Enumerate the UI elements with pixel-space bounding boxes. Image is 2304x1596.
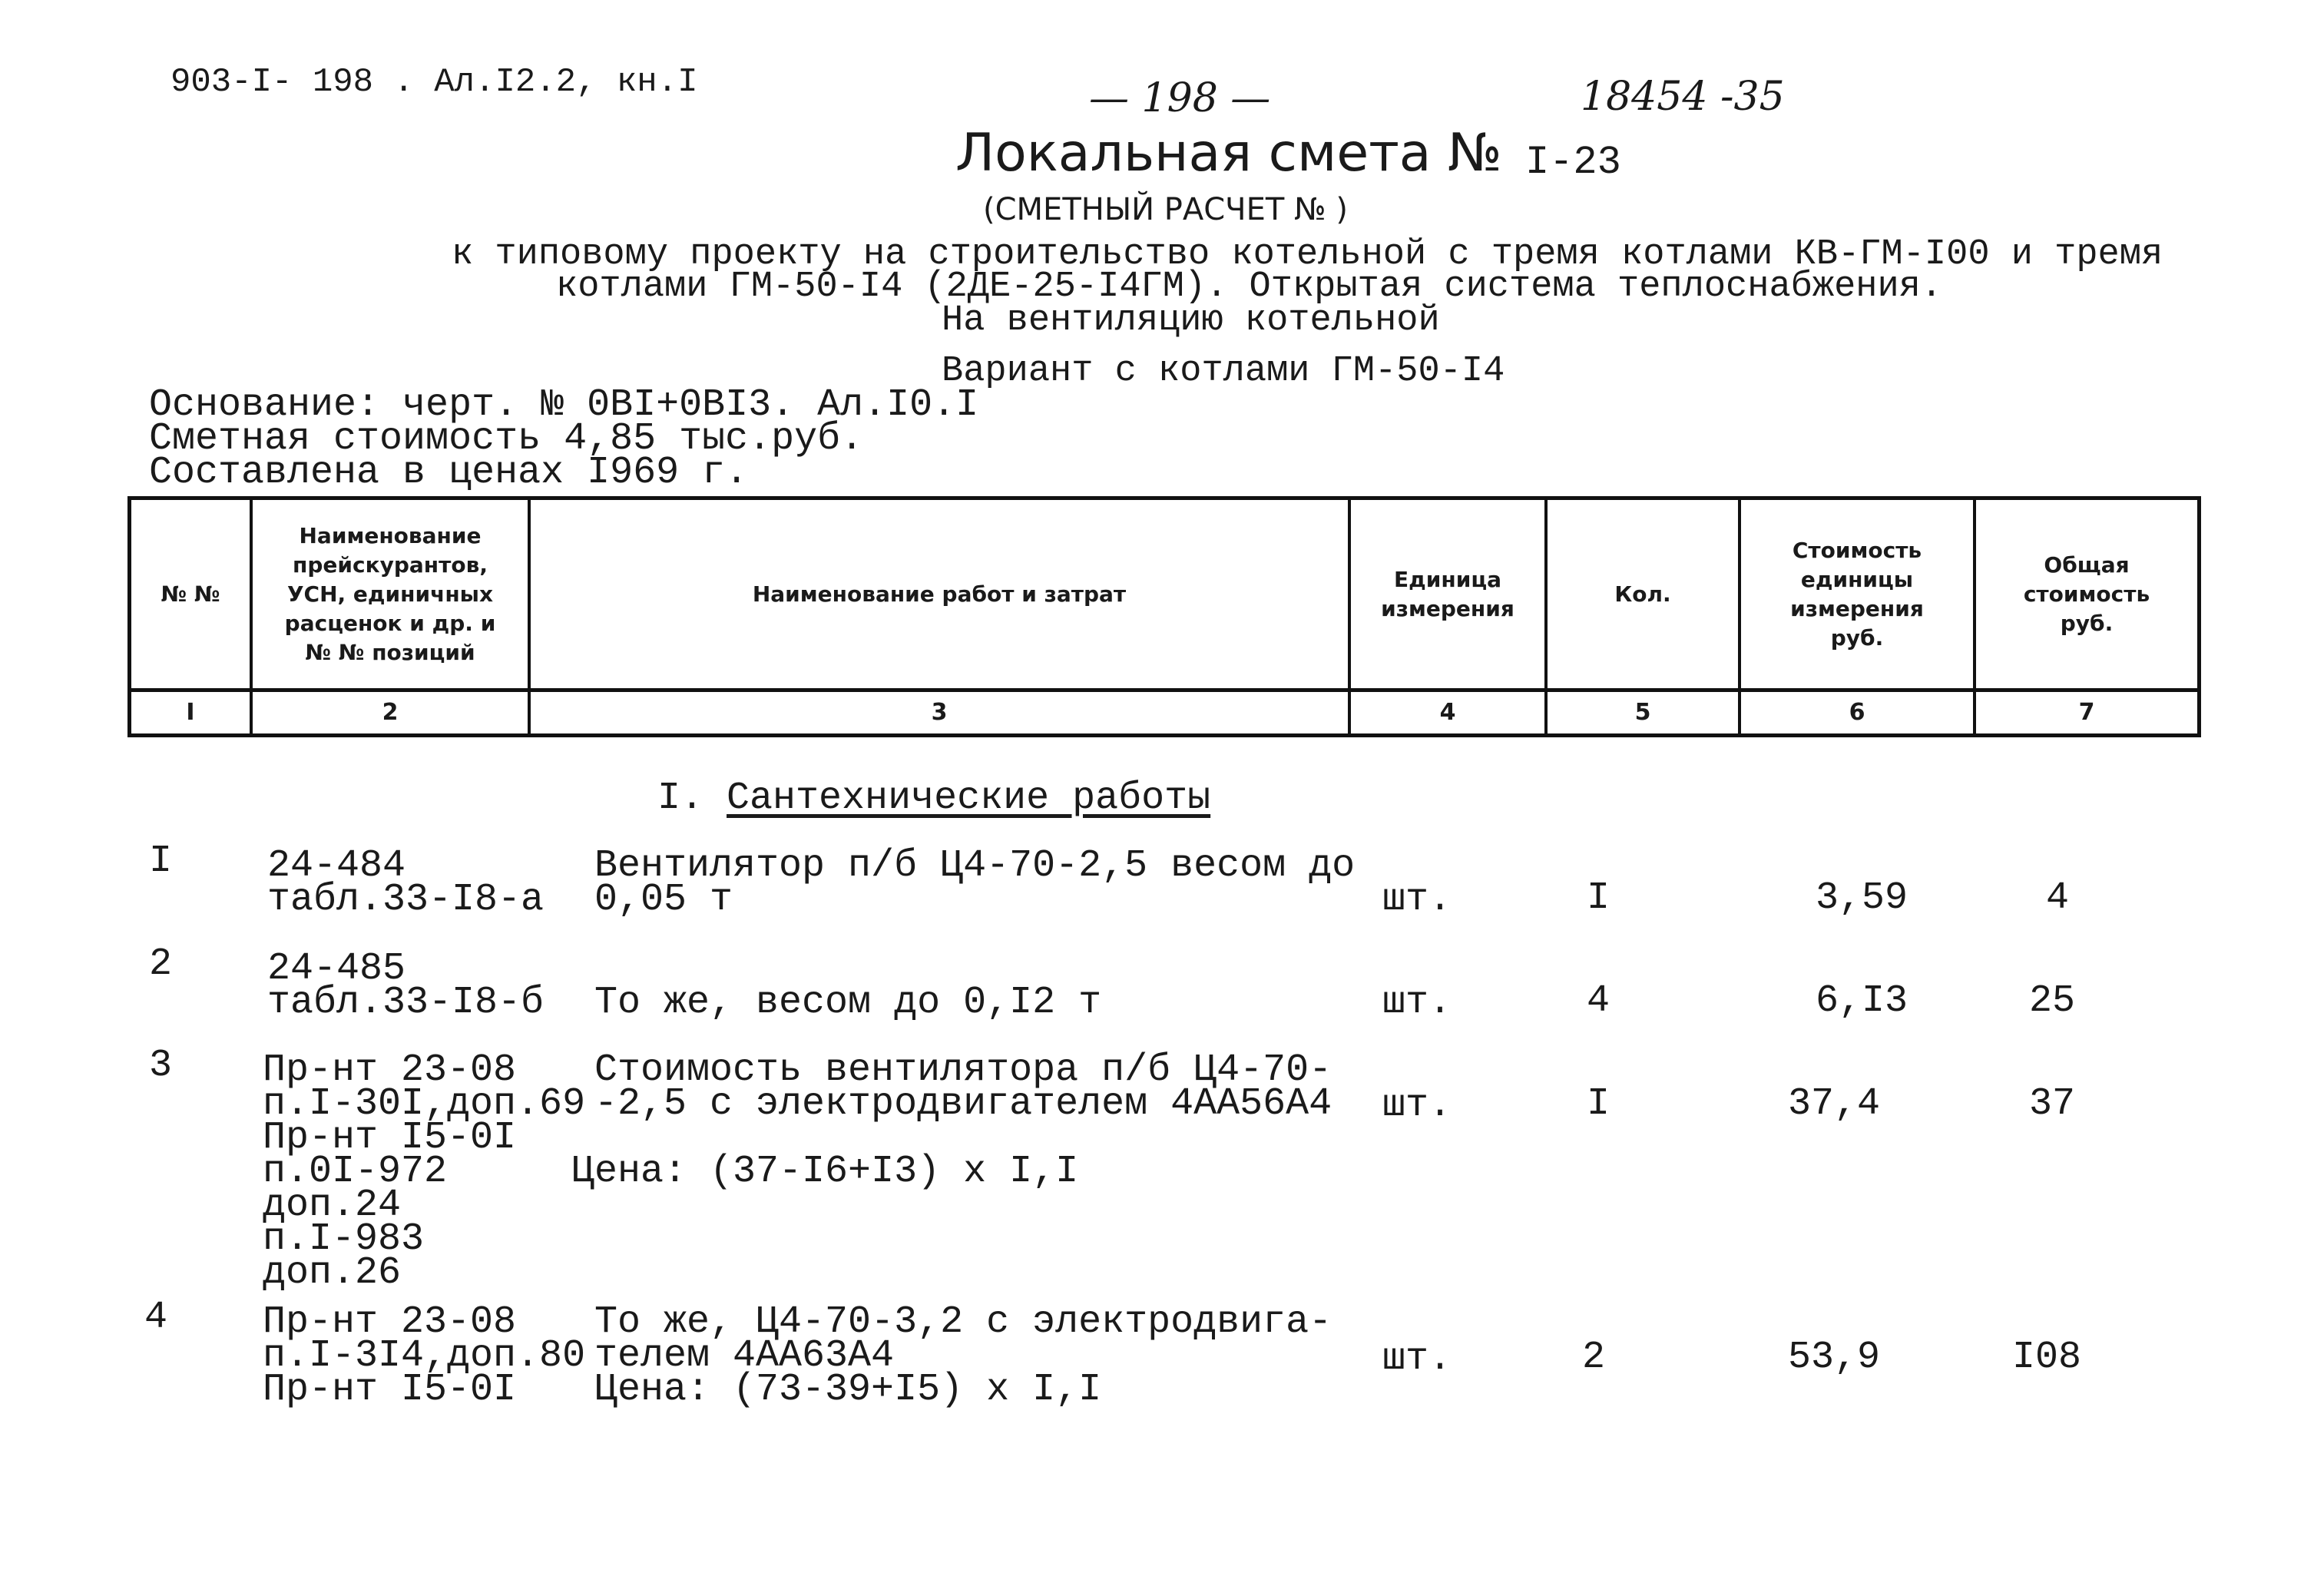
column-header-number: № № [131,500,253,688]
row-price-note: Цена: (73-39+I5) х I,I [594,1368,1102,1412]
row-total: 4 [2046,876,2070,920]
prices-year-line: Составлена в ценах I969 г. [149,451,749,495]
row-total: I08 [2012,1336,2082,1379]
row-total: 37 [2029,1082,2076,1126]
column-number-3: 3 [531,692,1351,733]
row-code-line: Пр-нт 23-08 [263,1300,517,1344]
row-unit: шт. [1382,981,1452,1025]
page-number: — 198 — [1089,75,1271,121]
estimate-table-header [127,496,2201,737]
row-code-line: 24-484 [267,844,406,888]
column-number-2: 2 [253,692,531,733]
row-description-line: То же, весом до 0,I2 т [594,981,1102,1025]
column-header-unit-cost: Стоимость единицы измерения руб. [1741,500,1976,688]
archive-number: 18454 -35 [1581,74,1785,120]
column-number-row [131,692,2197,733]
row-description-line: телем 4АА63А4 [594,1334,895,1378]
row-unit: шт. [1382,878,1452,922]
column-header-total-cost: Общая стоимость руб. [2023,551,2150,636]
section-number: I. [657,776,704,820]
section-heading [657,776,1211,820]
row-code-line: Пр-нт I5-0I [263,1116,517,1160]
row-code-line: п.I-30I,доп.69 [263,1082,586,1126]
row-unit-price: 6,I3 [1816,979,1908,1023]
row-price-note: Цена: (37-I6+I3) х I,I [571,1150,1079,1194]
row-quantity: 2 [1582,1336,1606,1379]
page-title: Локальная смета № [955,123,1502,184]
row-number: 2 [149,942,173,986]
row-description-line: Вентилятор п/б Ц4-70-2,5 весом до [594,844,1356,888]
variant-line: Вариант с котлами ГМ-50-I4 [942,351,1505,392]
row-description-line: Стоимость вентилятора п/б Ц4-70- [594,1048,1332,1092]
column-header-price-reference: Наименование прейскурантов, УСН, единичных расценок и др. и № № позиций [253,500,531,688]
row-code-line: 24-485 [267,947,406,991]
row-unit-price: 53,9 [1788,1336,1881,1379]
row-code-line: доп.26 [263,1251,402,1295]
row-code-line: п.I-983 [263,1217,425,1261]
estimate-subtitle: (СМЕТНЫЙ РАСЧЕТ № ) [983,192,1348,227]
row-quantity: I [1587,876,1610,920]
column-header-unit: Единица измерения [1351,500,1548,688]
row-description-line: -2,5 с электродвигателем 4АА56А4 [594,1082,1332,1126]
row-unit-price: 3,59 [1816,876,1908,920]
row-description-line: То же, Ц4-70-3,2 с электродвига- [594,1300,1332,1344]
project-description-line1: к типовому проекту на строительство котельной с тремя котлами КВ-ГМ-I00 и тремя [452,234,2163,275]
column-number-4: 4 [1351,692,1548,733]
row-code-line: доп.24 [263,1184,402,1227]
section-title: Сантехнические работы [727,776,1211,820]
column-number-6: 6 [1741,692,1976,733]
column-header-work-name: Наименование работ и затрат [531,500,1351,688]
row-quantity: 4 [1587,979,1610,1023]
column-number-5: 5 [1548,692,1741,733]
project-description-line2: котлами ГМ-50-I4 (2ДЕ-25-I4ГМ). Открытая система теплоснабжения. [556,267,1943,307]
estimate-number: I-23 [1525,140,1621,185]
row-description-line: 0,05 т [594,878,733,922]
row-quantity: I [1587,1082,1610,1126]
project-description-line3: На вентиляцию котельной [942,300,1440,341]
row-unit-price: 37,4 [1788,1082,1881,1126]
row-total: 25 [2029,979,2076,1023]
row-number: I [149,839,173,883]
column-header-quantity: Кол. [1548,500,1741,688]
row-number: 3 [149,1044,173,1088]
row-code-line: Пр-нт I5-0I [263,1368,517,1412]
column-number-1: I [131,692,253,733]
row-unit: шт. [1382,1084,1452,1127]
estimated-cost-line: Сметная стоимость 4,85 тыс.руб. [149,417,864,461]
column-number-7: 7 [2078,699,2095,726]
row-code-line: п.0I-972 [263,1150,448,1194]
row-code-line: табл.33-I8-б [267,981,545,1025]
header-row [131,500,2197,692]
row-code-line: Пр-нт 23-08 [263,1048,517,1092]
document-code: 903-I- 198 . Ал.I2.2, кн.I [170,63,698,101]
basis-line: Основание: черт. № 0BI+0BI3. Ал.I0.I [149,383,979,427]
row-unit: шт. [1382,1337,1452,1381]
row-code-line: п.I-3I4,доп.80 [263,1334,586,1378]
row-number: 4 [144,1296,168,1339]
row-code-line: табл.33-I8-а [267,878,545,922]
